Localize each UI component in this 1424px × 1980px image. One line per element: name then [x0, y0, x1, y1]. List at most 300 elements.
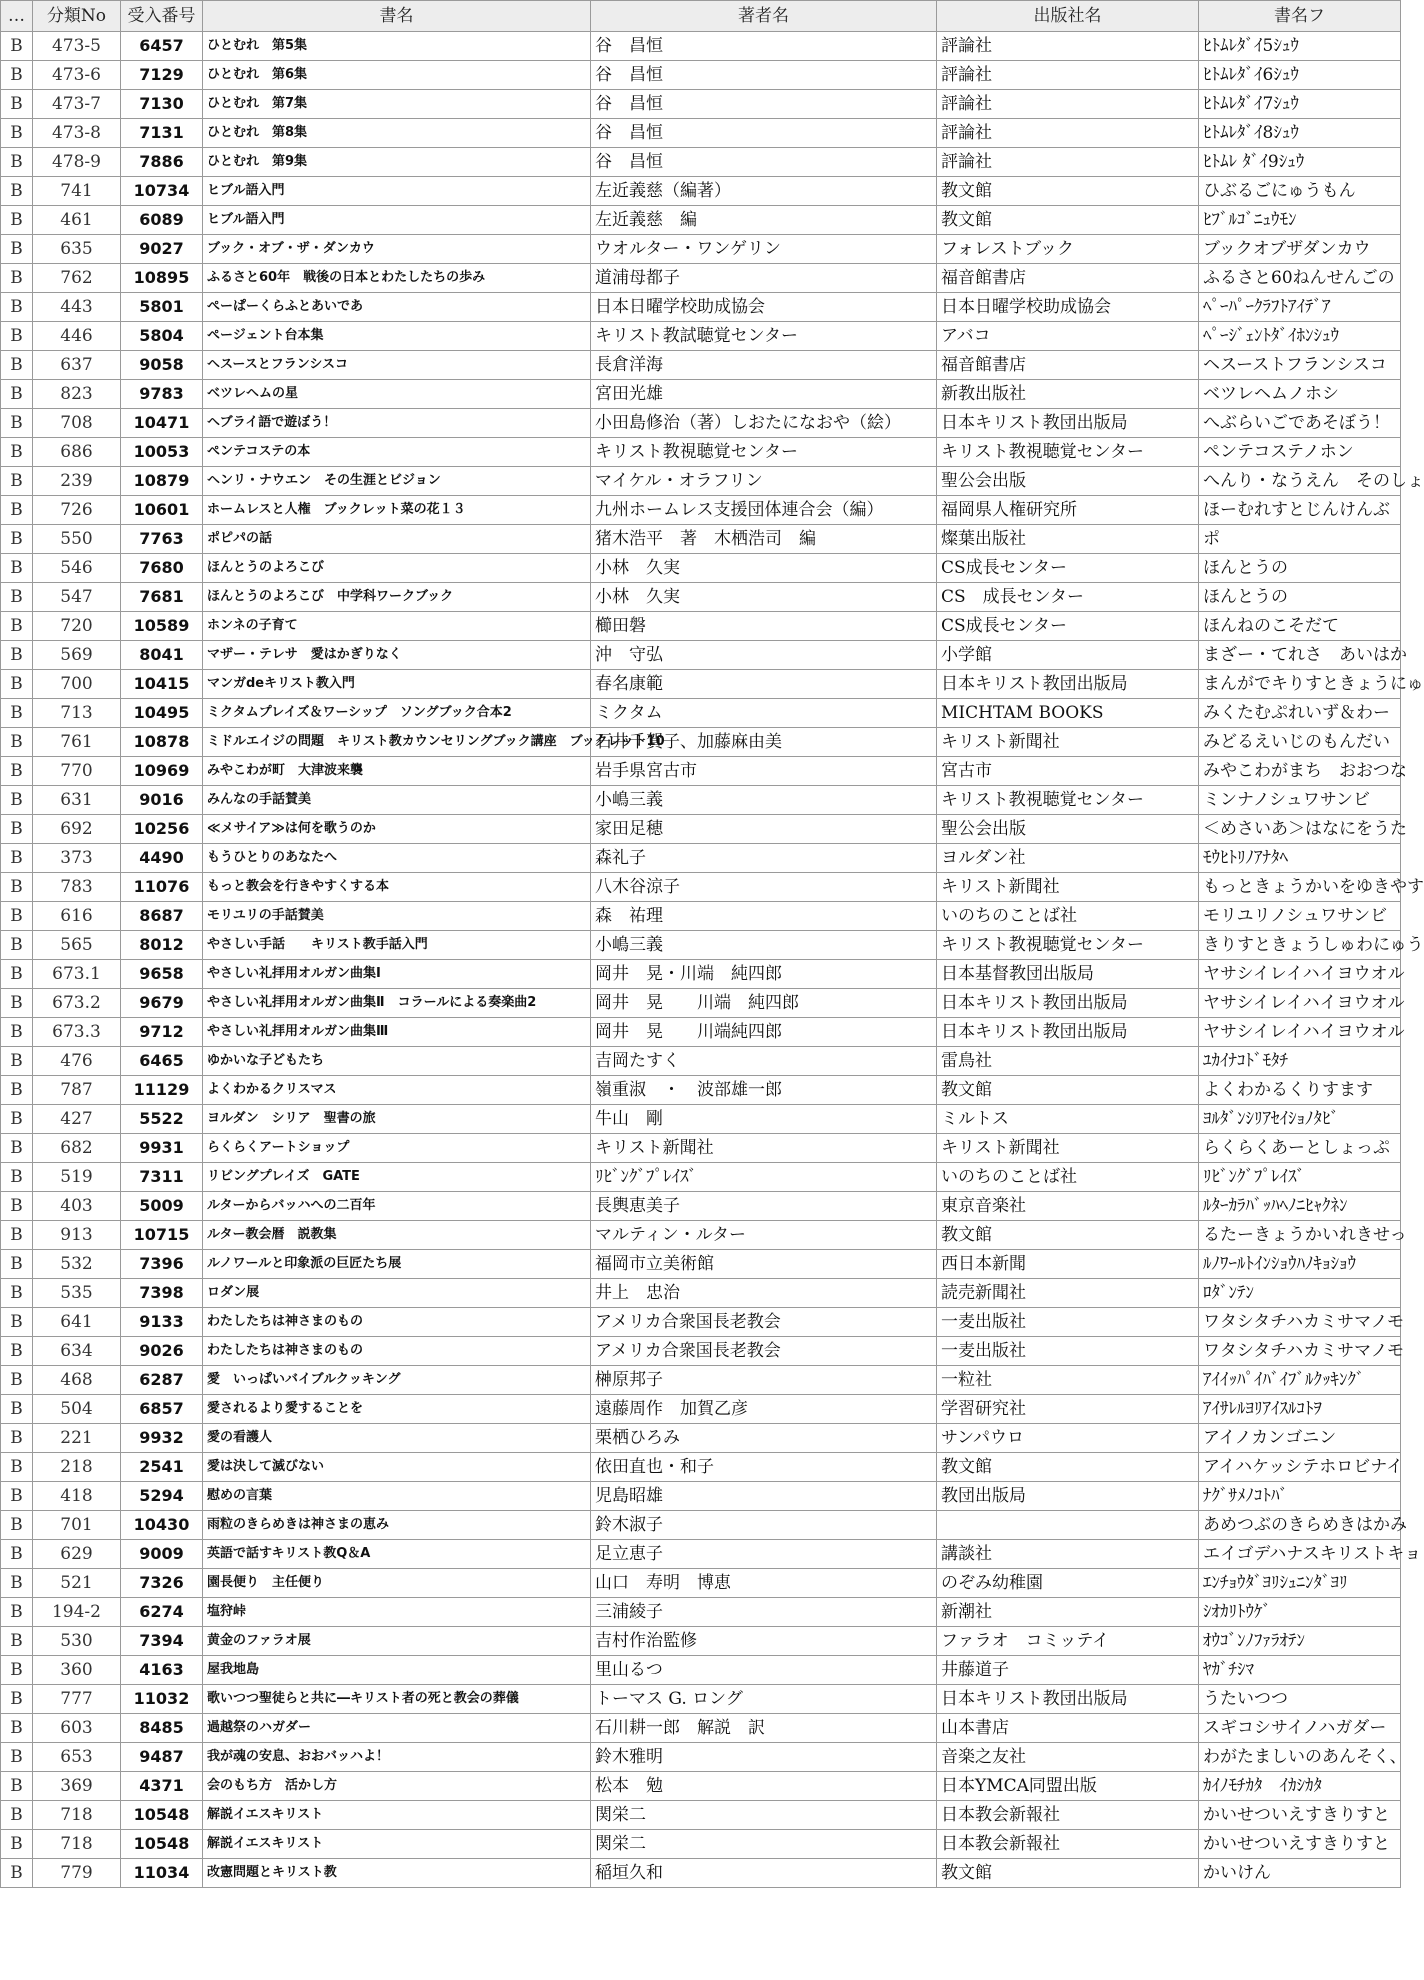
- classification-cell[interactable]: 473-8: [33, 119, 121, 148]
- title-cell[interactable]: ヨルダン シリア 聖書の旅: [203, 1105, 591, 1134]
- kind-cell[interactable]: B: [1, 1250, 33, 1279]
- reading-cell[interactable]: るたーきょうかいれきせっ: [1199, 1221, 1401, 1250]
- title-cell[interactable]: ぺーぱーくらふとあいであ: [203, 293, 591, 322]
- accession-cell[interactable]: 4163: [121, 1656, 203, 1685]
- kind-cell[interactable]: B: [1, 206, 33, 235]
- author-cell[interactable]: 長倉洋海: [591, 351, 937, 380]
- reading-cell[interactable]: ほんとうの: [1199, 583, 1401, 612]
- accession-cell[interactable]: 10734: [121, 177, 203, 206]
- kind-cell[interactable]: B: [1, 815, 33, 844]
- publisher-cell[interactable]: いのちのことば社: [937, 1163, 1199, 1192]
- reading-cell[interactable]: ヤサシイレイハイヨウオル: [1199, 960, 1401, 989]
- accession-cell[interactable]: 5294: [121, 1482, 203, 1511]
- publisher-cell[interactable]: ヨルダン社: [937, 844, 1199, 873]
- author-cell[interactable]: 嶺重淑 ・ 波部雄一郎: [591, 1076, 937, 1105]
- classification-cell[interactable]: 616: [33, 902, 121, 931]
- accession-cell[interactable]: 9009: [121, 1540, 203, 1569]
- publisher-cell[interactable]: 評論社: [937, 61, 1199, 90]
- accession-cell[interactable]: 10548: [121, 1801, 203, 1830]
- table-row[interactable]: [1, 1395, 1401, 1424]
- classification-cell[interactable]: 641: [33, 1308, 121, 1337]
- publisher-cell[interactable]: 教文館: [937, 1076, 1199, 1105]
- author-cell[interactable]: ﾘﾋﾞﾝｸﾞﾌﾟﾚｲｽﾞ: [591, 1163, 937, 1192]
- publisher-cell[interactable]: 日本YMCA同盟出版: [937, 1772, 1199, 1801]
- publisher-cell[interactable]: 雷鳥社: [937, 1047, 1199, 1076]
- classification-cell[interactable]: 473-5: [33, 32, 121, 61]
- table-row[interactable]: [1, 1308, 1401, 1337]
- author-cell[interactable]: ウオルター・ワンゲリン: [591, 235, 937, 264]
- author-cell[interactable]: 岡井 晃 川端純四郎: [591, 1018, 937, 1047]
- classification-cell[interactable]: 686: [33, 438, 121, 467]
- author-cell[interactable]: 小嶋三義: [591, 786, 937, 815]
- publisher-cell[interactable]: 聖公会出版: [937, 467, 1199, 496]
- author-cell[interactable]: 井上 忠治: [591, 1279, 937, 1308]
- accession-cell[interactable]: 10879: [121, 467, 203, 496]
- title-cell[interactable]: みやこわが町 大津波来襲: [203, 757, 591, 786]
- kind-cell[interactable]: B: [1, 1830, 33, 1859]
- reading-cell[interactable]: ﾖﾙﾀﾞﾝｼﾘｱｾｲｼｮﾉﾀﾋﾞ: [1199, 1105, 1401, 1134]
- publisher-cell[interactable]: 教団出版局: [937, 1482, 1199, 1511]
- publisher-cell[interactable]: CS成長センター: [937, 554, 1199, 583]
- table-row[interactable]: [1, 786, 1401, 815]
- publisher-cell[interactable]: 音楽之友社: [937, 1743, 1199, 1772]
- table-row[interactable]: [1, 1830, 1401, 1859]
- classification-cell[interactable]: 427: [33, 1105, 121, 1134]
- publisher-cell[interactable]: 教文館: [937, 1859, 1199, 1888]
- kind-cell[interactable]: B: [1, 1540, 33, 1569]
- title-cell[interactable]: ホームレスと人権 ブックレット菜の花１３: [203, 496, 591, 525]
- classification-cell[interactable]: 569: [33, 641, 121, 670]
- author-cell[interactable]: 松本 勉: [591, 1772, 937, 1801]
- publisher-cell[interactable]: 一麦出版社: [937, 1308, 1199, 1337]
- reading-cell[interactable]: ブックオブザダンカウ: [1199, 235, 1401, 264]
- reading-cell[interactable]: ﾋﾄﾑﾚﾀﾞｲ8ｼｭｳ: [1199, 119, 1401, 148]
- author-cell[interactable]: 小嶋三義: [591, 931, 937, 960]
- author-cell[interactable]: 小田島修治（著）しおたになおや（絵）: [591, 409, 937, 438]
- reading-cell[interactable]: ﾋﾄﾑﾚﾀﾞｲ7ｼｭｳ: [1199, 90, 1401, 119]
- table-row[interactable]: [1, 757, 1401, 786]
- table-row[interactable]: [1, 409, 1401, 438]
- reading-cell[interactable]: ｱｲｲｯﾊﾟｲﾊﾞｲﾌﾞﾙｸｯｷﾝｸﾞ: [1199, 1366, 1401, 1395]
- author-cell[interactable]: 牛山 剛: [591, 1105, 937, 1134]
- classification-cell[interactable]: 418: [33, 1482, 121, 1511]
- author-cell[interactable]: 谷 昌恒: [591, 148, 937, 177]
- accession-cell[interactable]: 11032: [121, 1685, 203, 1714]
- kind-cell[interactable]: B: [1, 148, 33, 177]
- classification-cell[interactable]: 783: [33, 873, 121, 902]
- title-cell[interactable]: わたしたちは神さまのもの: [203, 1337, 591, 1366]
- classification-cell[interactable]: 565: [33, 931, 121, 960]
- classification-cell[interactable]: 468: [33, 1366, 121, 1395]
- accession-cell[interactable]: 9712: [121, 1018, 203, 1047]
- kind-cell[interactable]: B: [1, 322, 33, 351]
- author-cell[interactable]: 栗栖ひろみ: [591, 1424, 937, 1453]
- reading-cell[interactable]: ﾍﾟｰｼﾞｪﾝﾄﾀﾞｲﾎﾝｼｭｳ: [1199, 322, 1401, 351]
- reading-cell[interactable]: らくらくあーとしょっぷ: [1199, 1134, 1401, 1163]
- reading-cell[interactable]: ペンテコステノホン: [1199, 438, 1401, 467]
- reading-cell[interactable]: ＜めさいあ＞はなにをうた: [1199, 815, 1401, 844]
- kind-cell[interactable]: B: [1, 728, 33, 757]
- publisher-cell[interactable]: 東京音楽社: [937, 1192, 1199, 1221]
- reading-cell[interactable]: ﾙﾉﾜｰﾙﾄｲﾝｼｮｳﾊﾉｷｮｼｮｳ: [1199, 1250, 1401, 1279]
- kind-cell[interactable]: B: [1, 1685, 33, 1714]
- kind-cell[interactable]: B: [1, 699, 33, 728]
- table-row[interactable]: [1, 119, 1401, 148]
- author-cell[interactable]: 吉岡たすく: [591, 1047, 937, 1076]
- classification-cell[interactable]: 519: [33, 1163, 121, 1192]
- author-cell[interactable]: 春名康範: [591, 670, 937, 699]
- reading-cell[interactable]: かいせついえすきりすと: [1199, 1830, 1401, 1859]
- table-row[interactable]: [1, 641, 1401, 670]
- accession-cell[interactable]: 9679: [121, 989, 203, 1018]
- author-cell[interactable]: 九州ホームレス支援団体連合会（編）: [591, 496, 937, 525]
- table-row[interactable]: [1, 1076, 1401, 1105]
- classification-cell[interactable]: 546: [33, 554, 121, 583]
- reading-cell[interactable]: ひぶるごにゅうもん: [1199, 177, 1401, 206]
- title-cell[interactable]: ペンテコステの本: [203, 438, 591, 467]
- table-row[interactable]: [1, 496, 1401, 525]
- kind-cell[interactable]: B: [1, 1366, 33, 1395]
- reading-cell[interactable]: みどるえいじのもんだい: [1199, 728, 1401, 757]
- kind-cell[interactable]: B: [1, 1221, 33, 1250]
- reading-cell[interactable]: ﾓｳﾋﾄﾘﾉｱﾅﾀﾍ: [1199, 844, 1401, 873]
- title-cell[interactable]: ほんとうのよろこび: [203, 554, 591, 583]
- title-cell[interactable]: 愛は決して滅びない: [203, 1453, 591, 1482]
- reading-cell[interactable]: ヘスーストフランシスコ: [1199, 351, 1401, 380]
- title-cell[interactable]: 過越祭のハガダー: [203, 1714, 591, 1743]
- accession-cell[interactable]: 10256: [121, 815, 203, 844]
- reading-cell[interactable]: ﾋﾌﾞﾙｺﾞﾆｭｳﾓﾝ: [1199, 206, 1401, 235]
- author-cell[interactable]: トーマス G. ロング: [591, 1685, 937, 1714]
- author-cell[interactable]: 森礼子: [591, 844, 937, 873]
- title-cell[interactable]: 慰めの言葉: [203, 1482, 591, 1511]
- accession-cell[interactable]: 9932: [121, 1424, 203, 1453]
- title-cell[interactable]: ヘスースとフランシスコ: [203, 351, 591, 380]
- reading-cell[interactable]: ポ: [1199, 525, 1401, 554]
- author-cell[interactable]: 足立恵子: [591, 1540, 937, 1569]
- author-cell[interactable]: キリスト教視聴覚センター: [591, 438, 937, 467]
- classification-cell[interactable]: 761: [33, 728, 121, 757]
- classification-cell[interactable]: 473-7: [33, 90, 121, 119]
- accession-cell[interactable]: 7394: [121, 1627, 203, 1656]
- title-cell[interactable]: ふるさと60年 戦後の日本とわたしたちの歩み: [203, 264, 591, 293]
- classification-cell[interactable]: 473-6: [33, 61, 121, 90]
- table-row[interactable]: [1, 1453, 1401, 1482]
- author-cell[interactable]: 岩手県宮古市: [591, 757, 937, 786]
- table-row[interactable]: [1, 1424, 1401, 1453]
- author-cell[interactable]: 山口 寿明 博恵: [591, 1569, 937, 1598]
- classification-cell[interactable]: 787: [33, 1076, 121, 1105]
- accession-cell[interactable]: 9658: [121, 960, 203, 989]
- table-row[interactable]: [1, 612, 1401, 641]
- accession-cell[interactable]: 10589: [121, 612, 203, 641]
- kind-cell[interactable]: B: [1, 1656, 33, 1685]
- title-cell[interactable]: ルター教会暦 説教集: [203, 1221, 591, 1250]
- kind-cell[interactable]: B: [1, 90, 33, 119]
- publisher-cell[interactable]: 教文館: [937, 177, 1199, 206]
- table-row[interactable]: [1, 1627, 1401, 1656]
- author-cell[interactable]: 沖 守弘: [591, 641, 937, 670]
- publisher-cell[interactable]: 一粒社: [937, 1366, 1199, 1395]
- reading-cell[interactable]: まざー・てれさ あいはか: [1199, 641, 1401, 670]
- classification-cell[interactable]: 239: [33, 467, 121, 496]
- reading-cell[interactable]: きりすときょうしゅわにゅう: [1199, 931, 1401, 960]
- table-row[interactable]: [1, 960, 1401, 989]
- author-cell[interactable]: 関栄二: [591, 1830, 937, 1859]
- title-cell[interactable]: ロダン展: [203, 1279, 591, 1308]
- publisher-cell[interactable]: 宮古市: [937, 757, 1199, 786]
- kind-cell[interactable]: B: [1, 1337, 33, 1366]
- classification-cell[interactable]: 700: [33, 670, 121, 699]
- publisher-cell[interactable]: 日本キリスト教団出版局: [937, 409, 1199, 438]
- classification-cell[interactable]: 777: [33, 1685, 121, 1714]
- accession-cell[interactable]: 8012: [121, 931, 203, 960]
- kind-cell[interactable]: B: [1, 757, 33, 786]
- reading-cell[interactable]: アイハケッシテホロビナイ: [1199, 1453, 1401, 1482]
- classification-cell[interactable]: 718: [33, 1830, 121, 1859]
- author-cell[interactable]: マイケル・オラフリン: [591, 467, 937, 496]
- author-cell[interactable]: アメリカ合衆国長老教会: [591, 1308, 937, 1337]
- accession-cell[interactable]: 5804: [121, 322, 203, 351]
- reading-cell[interactable]: ヤサシイレイハイヨウオル: [1199, 989, 1401, 1018]
- kind-cell[interactable]: B: [1, 119, 33, 148]
- title-cell[interactable]: やさしい礼拝用オルガン曲集Ⅲ: [203, 1018, 591, 1047]
- classification-cell[interactable]: 443: [33, 293, 121, 322]
- publisher-cell[interactable]: 教文館: [937, 1221, 1199, 1250]
- accession-cell[interactable]: 9016: [121, 786, 203, 815]
- classification-cell[interactable]: 741: [33, 177, 121, 206]
- accession-cell[interactable]: 9133: [121, 1308, 203, 1337]
- author-cell[interactable]: 小林 久実: [591, 583, 937, 612]
- classification-cell[interactable]: 478-9: [33, 148, 121, 177]
- title-cell[interactable]: ゆかいな子どもたち: [203, 1047, 591, 1076]
- table-row[interactable]: [1, 1192, 1401, 1221]
- header-kind[interactable]: …: [1, 1, 33, 32]
- title-cell[interactable]: ひとむれ 第8集: [203, 119, 591, 148]
- accession-cell[interactable]: 10715: [121, 1221, 203, 1250]
- table-row[interactable]: [1, 1685, 1401, 1714]
- table-row[interactable]: [1, 728, 1401, 757]
- kind-cell[interactable]: B: [1, 264, 33, 293]
- kind-cell[interactable]: B: [1, 293, 33, 322]
- kind-cell[interactable]: B: [1, 1076, 33, 1105]
- classification-cell[interactable]: 547: [33, 583, 121, 612]
- author-cell[interactable]: 依田直也・和子: [591, 1453, 937, 1482]
- accession-cell[interactable]: 7130: [121, 90, 203, 119]
- reading-cell[interactable]: もっときょうかいをゆきやす: [1199, 873, 1401, 902]
- classification-cell[interactable]: 673.1: [33, 960, 121, 989]
- classification-cell[interactable]: 550: [33, 525, 121, 554]
- accession-cell[interactable]: 9058: [121, 351, 203, 380]
- author-cell[interactable]: 森 祐理: [591, 902, 937, 931]
- kind-cell[interactable]: B: [1, 583, 33, 612]
- accession-cell[interactable]: 4371: [121, 1772, 203, 1801]
- publisher-cell[interactable]: アバコ: [937, 322, 1199, 351]
- author-cell[interactable]: 稲垣久和: [591, 1859, 937, 1888]
- publisher-cell[interactable]: サンパウロ: [937, 1424, 1199, 1453]
- publisher-cell[interactable]: 評論社: [937, 119, 1199, 148]
- author-cell[interactable]: 谷 昌恒: [591, 61, 937, 90]
- kind-cell[interactable]: B: [1, 438, 33, 467]
- table-row[interactable]: [1, 1743, 1401, 1772]
- kind-cell[interactable]: B: [1, 641, 33, 670]
- author-cell[interactable]: 谷 昌恒: [591, 119, 937, 148]
- table-row[interactable]: [1, 61, 1401, 90]
- reading-cell[interactable]: まんがでキりすときょうにゅ: [1199, 670, 1401, 699]
- reading-cell[interactable]: わがたましいのあんそく、: [1199, 1743, 1401, 1772]
- publisher-cell[interactable]: 教文館: [937, 206, 1199, 235]
- reading-cell[interactable]: あめつぶのきらめきはかみ: [1199, 1511, 1401, 1540]
- classification-cell[interactable]: 637: [33, 351, 121, 380]
- kind-cell[interactable]: B: [1, 1105, 33, 1134]
- classification-cell[interactable]: 521: [33, 1569, 121, 1598]
- reading-cell[interactable]: ﾕｶｲﾅｺﾄﾞﾓﾀﾁ: [1199, 1047, 1401, 1076]
- reading-cell[interactable]: みやこわがまち おおつな: [1199, 757, 1401, 786]
- reading-cell[interactable]: うたいつつ: [1199, 1685, 1401, 1714]
- accession-cell[interactable]: 9027: [121, 235, 203, 264]
- header-author[interactable]: 著者名: [591, 1, 937, 32]
- title-cell[interactable]: ブック・オブ・ザ・ダンカウ: [203, 235, 591, 264]
- title-cell[interactable]: 改憲問題とキリスト教: [203, 1859, 591, 1888]
- title-cell[interactable]: ミドルエイジの問題 キリスト教カウンセリングブック講座 ブックレット10: [203, 728, 591, 757]
- publisher-cell[interactable]: ファラオ コミッテイ: [937, 1627, 1199, 1656]
- classification-cell[interactable]: 535: [33, 1279, 121, 1308]
- publisher-cell[interactable]: MICHTAM BOOKS: [937, 699, 1199, 728]
- title-cell[interactable]: わたしたちは神さまのもの: [203, 1308, 591, 1337]
- kind-cell[interactable]: B: [1, 32, 33, 61]
- kind-cell[interactable]: B: [1, 786, 33, 815]
- title-cell[interactable]: 歌いつつ聖徒らと共に―キリスト者の死と教会の葬儀: [203, 1685, 591, 1714]
- accession-cell[interactable]: 10969: [121, 757, 203, 786]
- accession-cell[interactable]: 7398: [121, 1279, 203, 1308]
- accession-cell[interactable]: 4490: [121, 844, 203, 873]
- accession-cell[interactable]: 6857: [121, 1395, 203, 1424]
- reading-cell[interactable]: ほんとうの: [1199, 554, 1401, 583]
- kind-cell[interactable]: B: [1, 1859, 33, 1888]
- kind-cell[interactable]: B: [1, 1598, 33, 1627]
- author-cell[interactable]: 家田足穂: [591, 815, 937, 844]
- title-cell[interactable]: 屋我地島: [203, 1656, 591, 1685]
- publisher-cell[interactable]: 日本キリスト教団出版局: [937, 1018, 1199, 1047]
- reading-cell[interactable]: ﾔｶﾞﾁｼﾏ: [1199, 1656, 1401, 1685]
- publisher-cell[interactable]: 評論社: [937, 148, 1199, 177]
- author-cell[interactable]: 榊原邦子: [591, 1366, 937, 1395]
- publisher-cell[interactable]: 新教出版社: [937, 380, 1199, 409]
- table-row[interactable]: [1, 902, 1401, 931]
- author-cell[interactable]: 石井千賀子、加藤麻由美: [591, 728, 937, 757]
- table-row[interactable]: [1, 206, 1401, 235]
- reading-cell[interactable]: ふるさと60ねんせんごの: [1199, 264, 1401, 293]
- publisher-cell[interactable]: いのちのことば社: [937, 902, 1199, 931]
- accession-cell[interactable]: 10495: [121, 699, 203, 728]
- title-cell[interactable]: ミクタムプレイズ＆ワーシップ ソングブック合本2: [203, 699, 591, 728]
- accession-cell[interactable]: 7311: [121, 1163, 203, 1192]
- publisher-cell[interactable]: 福岡県人権研究所: [937, 496, 1199, 525]
- kind-cell[interactable]: B: [1, 1511, 33, 1540]
- accession-cell[interactable]: 5009: [121, 1192, 203, 1221]
- table-row[interactable]: [1, 1656, 1401, 1685]
- table-row[interactable]: [1, 351, 1401, 380]
- author-cell[interactable]: 吉村作治監修: [591, 1627, 937, 1656]
- classification-cell[interactable]: 692: [33, 815, 121, 844]
- reading-cell[interactable]: ほーむれすとじんけんぶ: [1199, 496, 1401, 525]
- author-cell[interactable]: 谷 昌恒: [591, 32, 937, 61]
- table-row[interactable]: [1, 293, 1401, 322]
- classification-cell[interactable]: 913: [33, 1221, 121, 1250]
- reading-cell[interactable]: スギコシサイノハガダー: [1199, 1714, 1401, 1743]
- title-cell[interactable]: やさしい礼拝用オルガン曲集Ⅰ: [203, 960, 591, 989]
- title-cell[interactable]: 英語で話すキリスト教Q＆A: [203, 1540, 591, 1569]
- kind-cell[interactable]: B: [1, 670, 33, 699]
- kind-cell[interactable]: B: [1, 235, 33, 264]
- author-cell[interactable]: 三浦綾子: [591, 1598, 937, 1627]
- header-title-reading[interactable]: 書名フ: [1199, 1, 1401, 32]
- kind-cell[interactable]: B: [1, 844, 33, 873]
- classification-cell[interactable]: 635: [33, 235, 121, 264]
- title-cell[interactable]: ひとむれ 第9集: [203, 148, 591, 177]
- publisher-cell[interactable]: 西日本新聞: [937, 1250, 1199, 1279]
- classification-cell[interactable]: 360: [33, 1656, 121, 1685]
- publisher-cell[interactable]: 福音館書店: [937, 351, 1199, 380]
- publisher-cell[interactable]: 小学館: [937, 641, 1199, 670]
- kind-cell[interactable]: B: [1, 1772, 33, 1801]
- table-row[interactable]: [1, 1859, 1401, 1888]
- kind-cell[interactable]: B: [1, 960, 33, 989]
- publisher-cell[interactable]: 燦葉出版社: [937, 525, 1199, 554]
- publisher-cell[interactable]: 評論社: [937, 90, 1199, 119]
- accession-cell[interactable]: 10430: [121, 1511, 203, 1540]
- title-cell[interactable]: ホンネの子育て: [203, 612, 591, 641]
- classification-cell[interactable]: 726: [33, 496, 121, 525]
- accession-cell[interactable]: 9487: [121, 1743, 203, 1772]
- table-row[interactable]: [1, 1598, 1401, 1627]
- title-cell[interactable]: ひとむれ 第6集: [203, 61, 591, 90]
- table-row[interactable]: [1, 1018, 1401, 1047]
- table-row[interactable]: [1, 1772, 1401, 1801]
- accession-cell[interactable]: 8687: [121, 902, 203, 931]
- reading-cell[interactable]: ﾋﾄﾑﾚﾀﾞｲ5ｼｭｳ: [1199, 32, 1401, 61]
- table-row[interactable]: [1, 1047, 1401, 1076]
- title-cell[interactable]: 塩狩峠: [203, 1598, 591, 1627]
- table-row[interactable]: [1, 1250, 1401, 1279]
- publisher-cell[interactable]: キリスト新聞社: [937, 728, 1199, 757]
- title-cell[interactable]: やさしい礼拝用オルガン曲集Ⅱ コラールによる奏楽曲2: [203, 989, 591, 1018]
- title-cell[interactable]: 解説イエスキリスト: [203, 1830, 591, 1859]
- kind-cell[interactable]: B: [1, 1308, 33, 1337]
- title-cell[interactable]: 我が魂の安息、おおバッハよ！: [203, 1743, 591, 1772]
- classification-cell[interactable]: 532: [33, 1250, 121, 1279]
- author-cell[interactable]: 谷 昌恒: [591, 90, 937, 119]
- publisher-cell[interactable]: 日本キリスト教団出版局: [937, 1685, 1199, 1714]
- author-cell[interactable]: 左近義慈（編著）: [591, 177, 937, 206]
- publisher-cell[interactable]: 学習研究社: [937, 1395, 1199, 1424]
- publisher-cell[interactable]: 井藤道子: [937, 1656, 1199, 1685]
- publisher-cell[interactable]: キリスト新聞社: [937, 1134, 1199, 1163]
- accession-cell[interactable]: 10471: [121, 409, 203, 438]
- title-cell[interactable]: ひとむれ 第5集: [203, 32, 591, 61]
- reading-cell[interactable]: ﾛﾀﾞﾝﾃﾝ: [1199, 1279, 1401, 1308]
- classification-cell[interactable]: 713: [33, 699, 121, 728]
- table-row[interactable]: [1, 438, 1401, 467]
- table-row[interactable]: [1, 554, 1401, 583]
- title-cell[interactable]: 愛されるより愛することを: [203, 1395, 591, 1424]
- accession-cell[interactable]: 6457: [121, 32, 203, 61]
- classification-cell[interactable]: 673.2: [33, 989, 121, 1018]
- accession-cell[interactable]: 11129: [121, 1076, 203, 1105]
- accession-cell[interactable]: 9931: [121, 1134, 203, 1163]
- table-row[interactable]: [1, 931, 1401, 960]
- kind-cell[interactable]: B: [1, 1163, 33, 1192]
